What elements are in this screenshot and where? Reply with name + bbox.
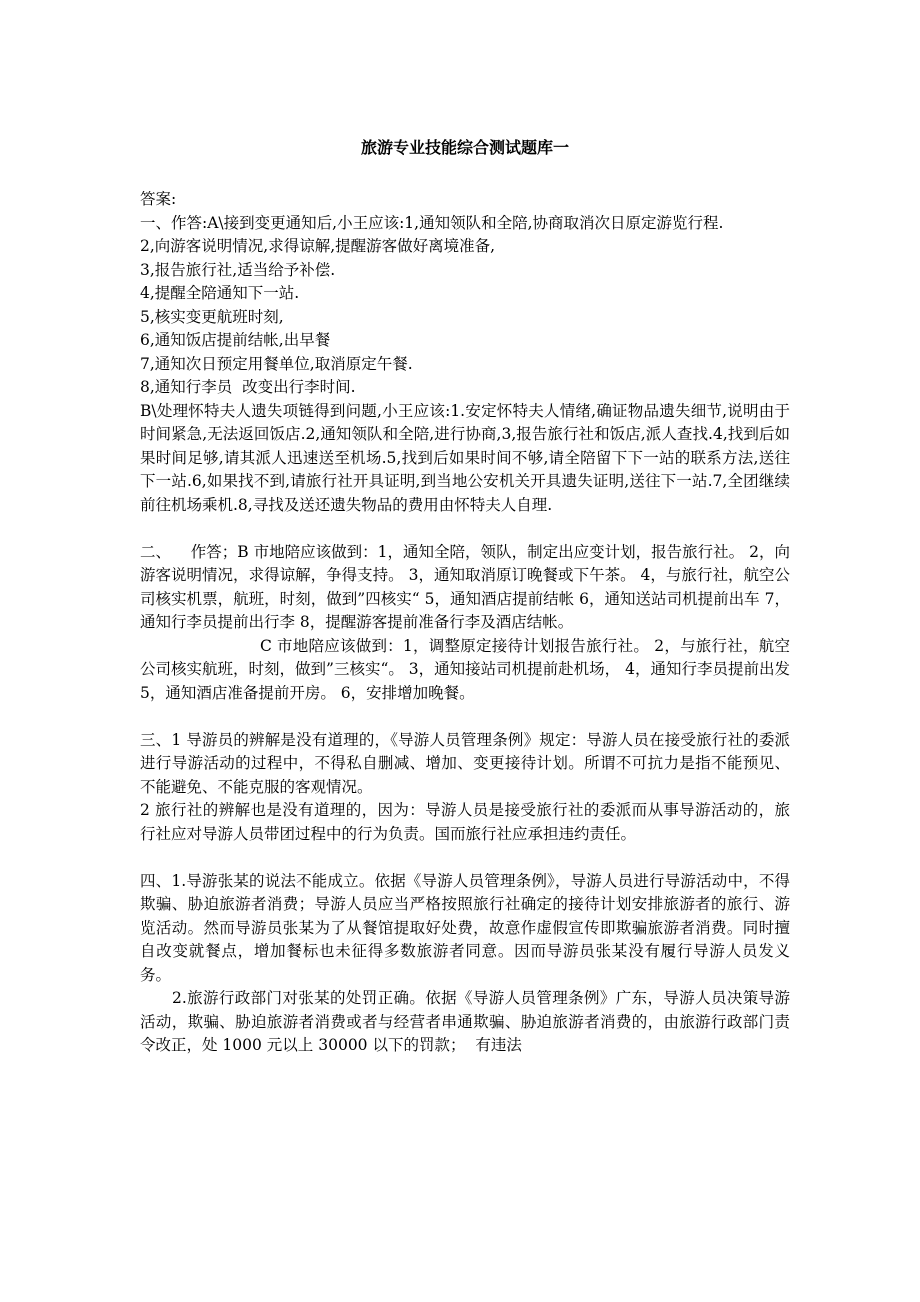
section2-paragraph-c: C 市地陪应该做到：1，调整原定接待计划报告旅行社。 2，与旅行社，航空公司核实航班，时刻，做到”三核实“。 3，通知接站司机提前赴机场， 4，通知行李员提前出发 5，通知酒店准备提前开房。 6，安排增加晚餐。 (140, 636, 790, 702)
section1-line-8: 8,通知行李员 改变出行李时间. (140, 378, 356, 396)
section1-line-6: 6,通知饭店提前结帐,出早餐 (140, 331, 331, 349)
document-page (140, 0, 790, 1302)
section4-paragraph-2: 2.旅游行政部门对张某的处罚正确。依据《导游人员管理条例》广东，导游人员决策导游活动，欺骗、胁迫旅游者消费或者与经营者串通欺骗、胁迫旅游者消费的，由旅游行政部门责令改正，处 1000 元以上 30000 以下的罚款； 有违法 (140, 989, 790, 1054)
document-body (140, 188, 790, 1058)
section3-paragraph-1: 三、1 导游员的辨解是没有道理的，《导游人员管理条例》规定：导游人员在接受旅行社的委派进行导游活动的过程中，不得私自删减、增加、变更接待计划。所谓不可抗力是指不能预见、不能避免、不能克服的客观情况。 (140, 730, 790, 796)
section1-line-5: 5,核实变更航班时刻, (140, 307, 284, 326)
section2-paragraph-b: 二、 作答；B 市地陪应该做到：1，通知全陪，领队，制定出应变计划，报告旅行社。 2，向游客说明情况，求得谅解，争得支持。 3，通知取消原订晚餐或下午茶。 4，与旅行社，航空公司核实机票，航班，时刻，做到”四核实“ 5，通知酒店提前结帐 6，通知送站司机提前出车 7，通知行李员提前出行李 8，提醒游客提前准备行李及酒店结帐。 (140, 542, 790, 631)
section3-paragraph-2: 2 旅行社的辨解也是没有道理的，因为：导游人员是接受旅行社的委派而从事导游活动的，旅行社应对导游人员带团过程中的行为负责。国而旅行社应承担违约责任。 (140, 801, 790, 843)
document-title: 旅游专业技能综合测试题库一 (360, 138, 569, 157)
answer-label: 答案: (140, 190, 177, 208)
section1-line-4: 4,提醒全陪通知下一站. (140, 284, 300, 302)
section4-paragraph-1: 四、1.导游张某的说法不能成立。依据《导游人员管理条例》，导游人员进行导游活动中，不得欺骗、胁迫旅游者消费；导游人员应当严格按照旅行社确定的接待计划安排旅游者的旅行、游览活动。然而导游员张某为了从餐馆提取好处费，故意作虚假宣传即欺骗旅游者消费。同时擅自改变就餐点，增加餐标也未征得多数旅游者同意。因而导游员张某没有履行导游人员发义务。 (140, 871, 790, 984)
section1-line-2: 2,向游客说明情况,求得谅解,提醒游客做好离境准备, (140, 237, 496, 255)
blank-line (140, 705, 790, 729)
blank-line (140, 846, 790, 870)
section1-line-7: 7,通知次日预定用餐单位,取消原定午餐. (140, 354, 413, 373)
section1-paragraph-b: B\处理怀特夫人遗失项链得到问题,小王应该:1.安定怀特夫人情绪,确证物品遗失细节,说明由于时间紧急,无法返回饭店.2,通知领队和全陪,进行协商,3,报告旅行社和饭店,派人查找.4,找到后如果时间足够,请其派人迅速送至机场.5,找到后如果时间不够,请全陪留下下一站的联系方法,送往下一站.6,如果找不到,请旅行社开具证明,到当地公安机关开具遗失证明,送往下一站.7,全团继续前往机场乘机.8,寻找及送还遗失物品的费用由怀特夫人自理. (140, 401, 790, 514)
blank-line (140, 517, 790, 541)
section1-line-3: 3,报告旅行社,适当给予补偿. (140, 260, 336, 279)
section1-line-1: 一、作答:A\接到变更通知后,小王应该:1,通知领队和全陪,协商取消次日原定游览行程. (140, 213, 724, 232)
